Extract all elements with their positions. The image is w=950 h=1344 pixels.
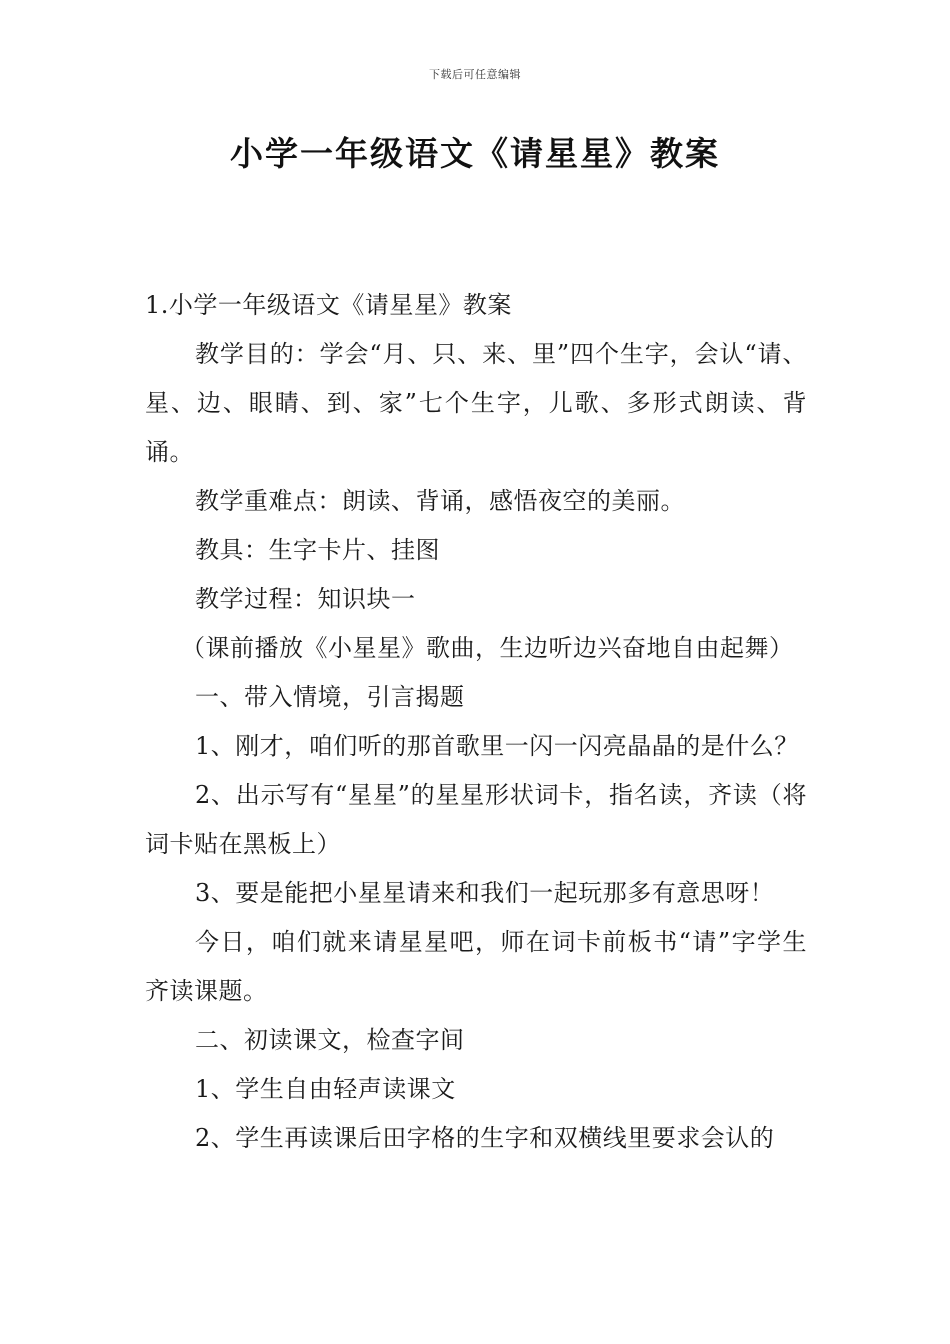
section-heading-two: 二、初读课文，检查字间 (195, 1026, 465, 1054)
list-item: 2、出示写有“星星”的星星形状词卡，指名读，齐读（将词卡贴在黑板上） (145, 781, 807, 858)
page-header-note: 下载后可任意编辑 (429, 68, 521, 81)
paragraph-objectives: 教学目的：学会“月、只、来、里”四个生字，会认“请、星、边、眼睛、到、家”七个生字，儿歌、多形式朗读、背诵。 (145, 340, 807, 466)
document-body (145, 281, 807, 1163)
list-item: 1、刚才，咱们听的那首歌里一闪一闪亮晶晶的是什么？ (195, 732, 799, 760)
paragraph-intro-title: 今日，咱们就来请星星吧，师在词卡前板书“请”字学生齐读课题。 (145, 928, 807, 1005)
list-item: 3、要是能把小星星请来和我们一起玩那多有意思呀！ (195, 879, 775, 907)
section-heading-one: 一、带入情境，引言揭题 (195, 683, 465, 711)
paragraph-process: 教学过程：知识块一 (195, 585, 416, 613)
list-item: 2、学生再读课后田字格的生字和双横线里要求会认的 (195, 1124, 775, 1152)
paragraph-key-points: 教学重难点：朗读、背诵，感悟夜空的美丽。 (195, 487, 685, 515)
list-item: 1、学生自由轻声读课文 (195, 1075, 456, 1103)
paragraph-heading: 1.小学一年级语文《请星星》教案 (145, 291, 512, 319)
document-title: 小学一年级语文《请星星》教案 (230, 134, 720, 173)
paragraph-teaching-aids: 教具：生字卡片、挂图 (195, 536, 440, 564)
paragraph-pre-class: （课前播放《小星星》歌曲，生边听边兴奋地自由起舞） (181, 634, 794, 662)
